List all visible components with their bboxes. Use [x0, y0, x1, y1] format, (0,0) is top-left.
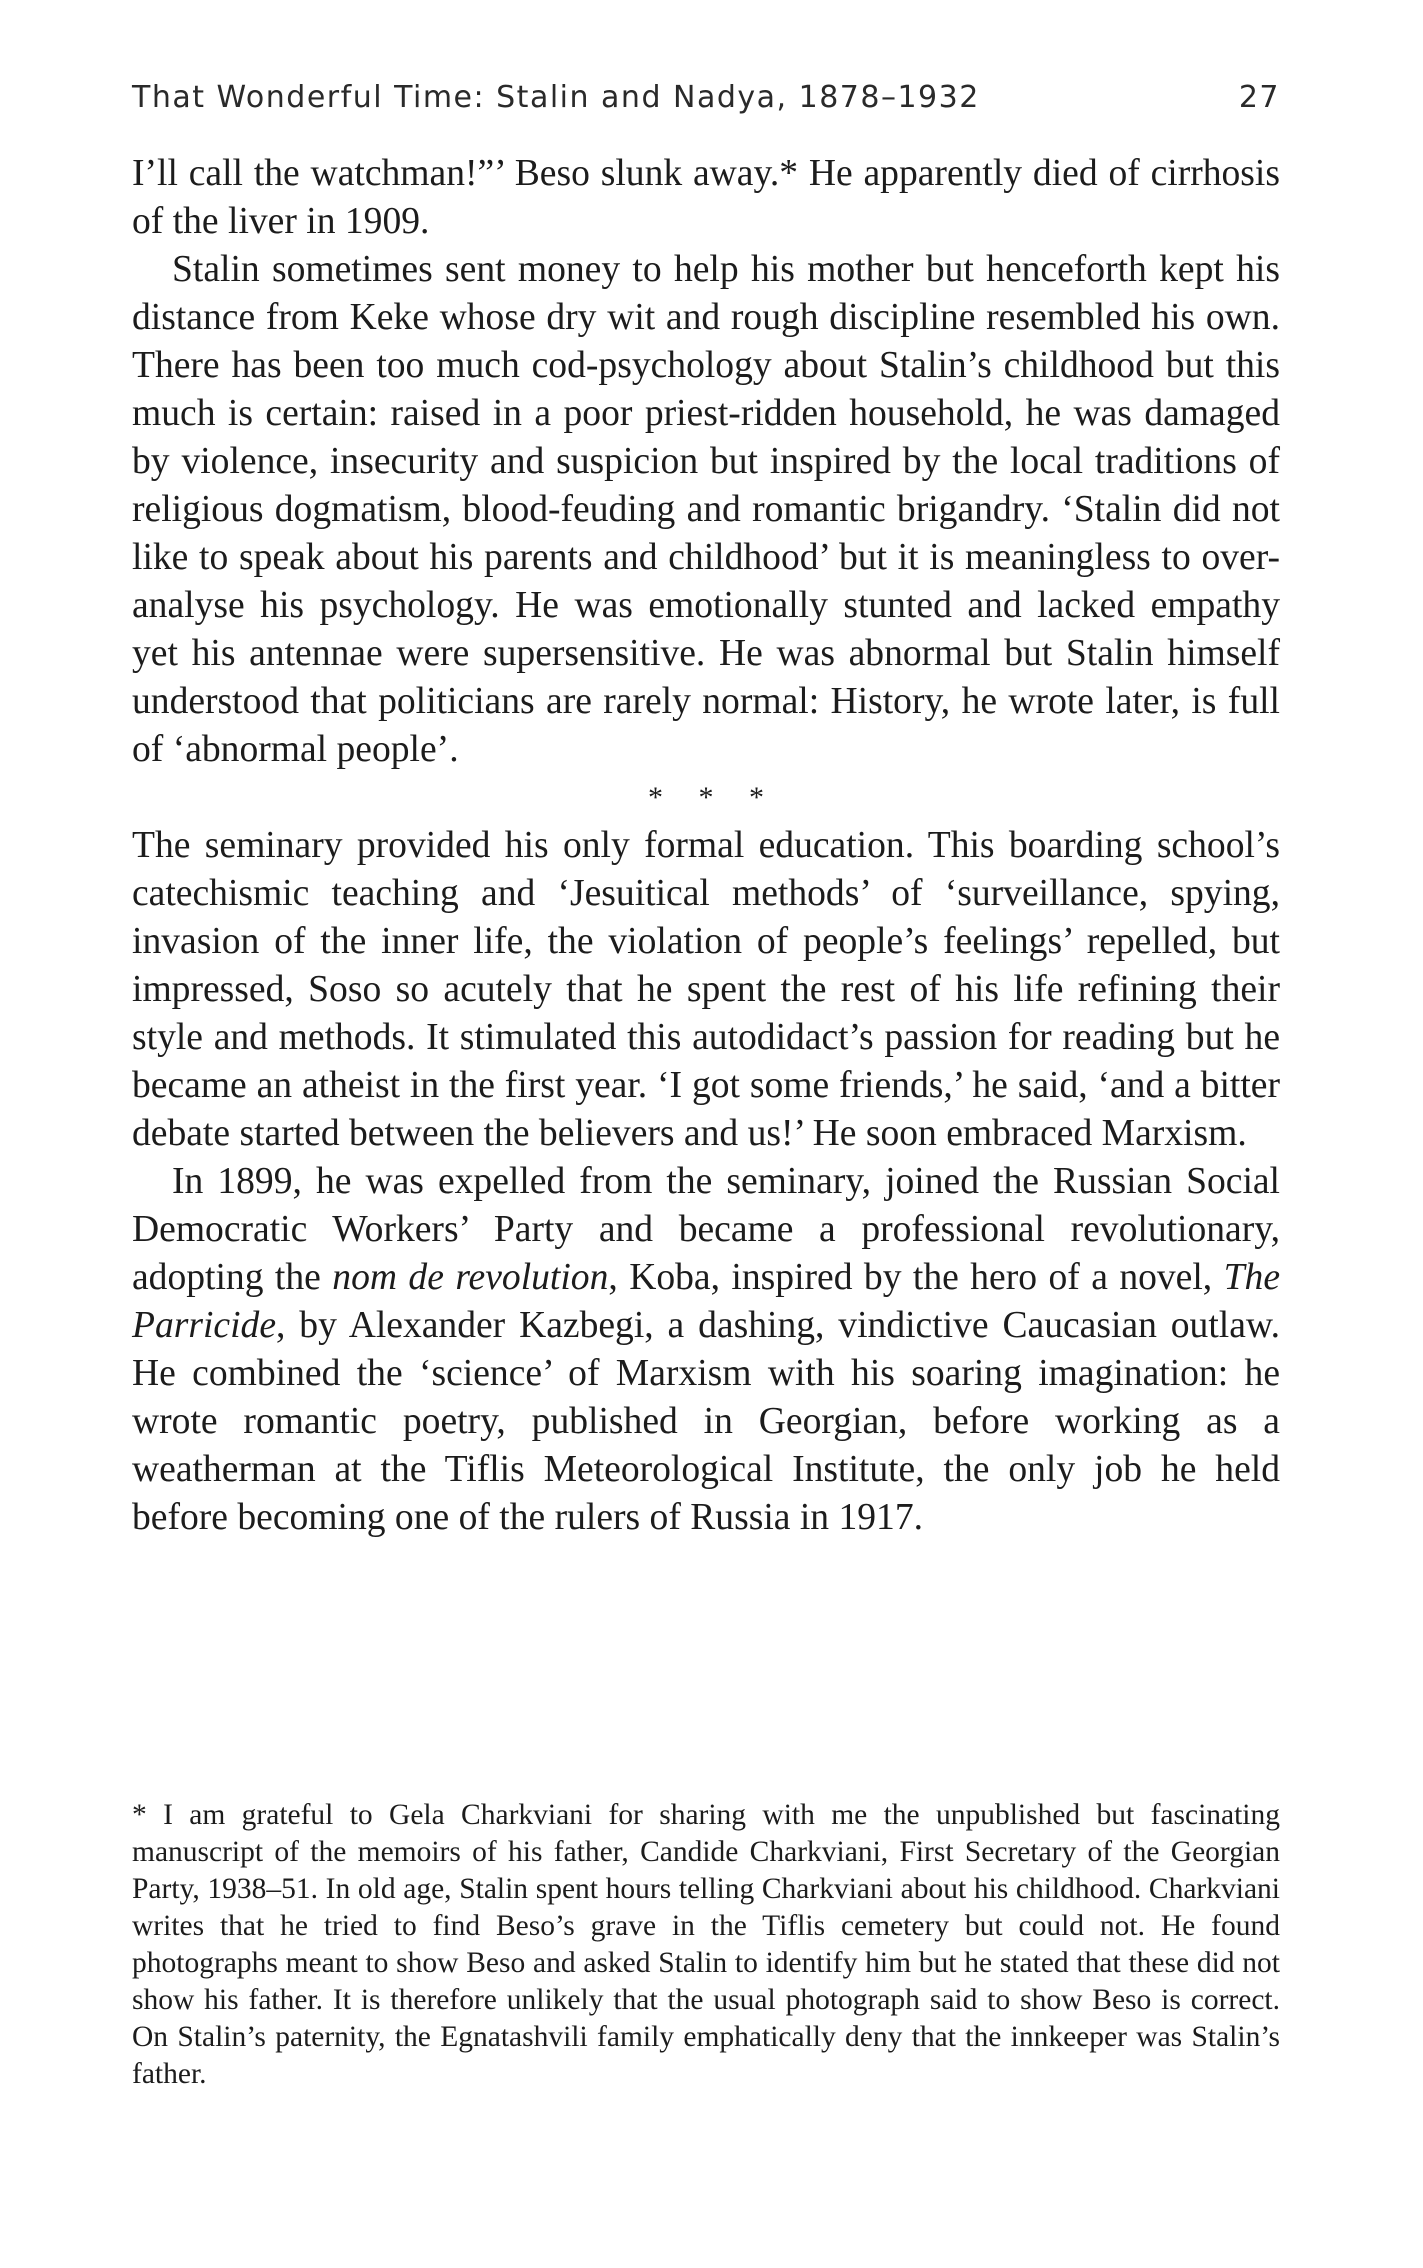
footnote — [132, 1797, 1280, 2093]
page-number: 27 — [1238, 80, 1280, 115]
footnote-text: * I am grateful to Gela Charkviani for sharing with me the unpublished but fascinating manuscript of the memoirs of his father, Candide Charkviani, First Secretary of the Georgian Party, 1938–51. In old age, Stalin spent hours telling Charkviani about his childhood. Charkviani writes that he tried to find Beso’s grave in the Tiflis cemetery but could not. He found photographs meant to show Beso and asked Stalin to identify him but he stated that these did not show his father. It is therefore unlikely that the usual photograph said to show Beso is correct. On Stalin’s paternity, the Egnatashvili family emphatically deny that the innkeeper was Stalin’s father. — [132, 1799, 1280, 2090]
paragraph-4 — [132, 1158, 1280, 1542]
running-head-title: That Wonderful Time: Stalin and Nadya, 1878–1932 — [132, 80, 980, 115]
paragraph-2: Stalin sometimes sent money to help his mother but henceforth kept his distance from Keke whose dry wit and rough discipline resembled his own. There has been too much cod-psychology about Stalin’s childhood but this much is certain: raised in a poor priest-ridden household, he was damaged by violence, insecurity and suspicion but inspired by the local traditions of religious dogmatism, blood-feuding and romantic brigandry. ‘Stalin did not like to speak about his parents and childhood’ but it is meaningless to over-analyse his psychology. He was emotionally stunted and lacked empathy yet his antennae were supersensitive. He was abnormal but Stalin himself understood that politicians are rarely normal: History, he wrote later, is full of ‘abnormal people’. — [132, 249, 1280, 770]
section-separator: * * * — [648, 781, 778, 814]
main-text — [132, 150, 1280, 1542]
italic-phrase-nom-de-revolution: nom de revolution — [332, 1257, 609, 1298]
paragraph-3: The seminary provided his only formal education. This boarding school’s catechismic teaching and ‘Jesuitical methods’ of ‘surveillance, spying, invasion of the inner life, the violation of people’s feelings’ repelled, but impressed, Soso so acutely that he spent the rest of his life refining their style and methods. It stimulated this autodidact’s passion for reading but he became an atheist in the first year. ‘I got some friends,’ he said, ‘and a bitter debate started between the believers and us!’ He soon embraced Marxism. — [132, 825, 1280, 1154]
paragraph-1: I’ll call the watchman!”’ Beso slunk away.* He apparently died of cirrhosis of the liver in 1909. — [132, 153, 1280, 242]
italic-title-the-parricide: The Parricide — [132, 1257, 1280, 1346]
paragraph-4-part-1: In 1899, he was expelled from the seminary, joined the Russian Social Democratic Workers’ Party and became a professional revolutionary, adopting the — [132, 1161, 1280, 1298]
running-head — [132, 80, 1280, 126]
paragraph-4-part-2: , Koba, inspired by the hero of a novel, — [608, 1257, 1224, 1298]
paragraph-4-part-3: , by Alexander Kazbegi, a dashing, vindictive Caucasian outlaw. He combined the ‘science’ of Marxism with his soaring imagination: he wrote romantic poetry, published in Georgian, before working as a weatherman at the Tiflis Meteorological Institute, the only job he held before becoming one of the rulers of Russia in 1917. — [132, 1305, 1280, 1538]
